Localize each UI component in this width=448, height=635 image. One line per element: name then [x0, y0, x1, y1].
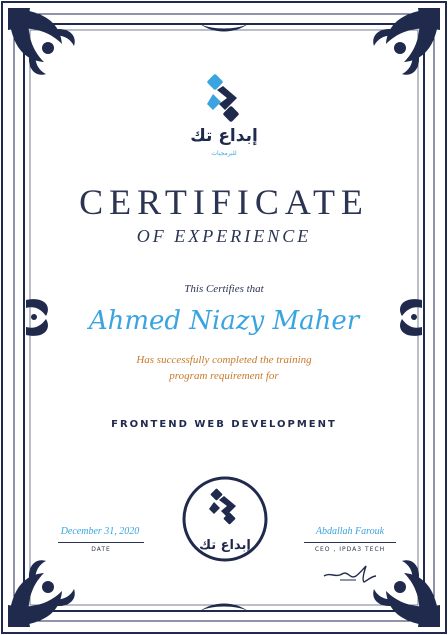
recipient-name: Ahmed Niazy Maher	[88, 306, 360, 336]
corner-ornament-bottom-right	[373, 560, 440, 627]
brand-subtitle-ar: للبرمجيات	[211, 150, 237, 157]
corner-ornament-top-right	[373, 8, 440, 75]
date-line	[58, 542, 144, 543]
certifies-text: This Certifies that	[184, 283, 264, 295]
certificate-subtitle: OF EXPERIENCE	[136, 226, 312, 246]
signatory-name: Abdallah Farouk	[315, 526, 385, 537]
brand-name-ar: إبداع تك	[190, 126, 258, 146]
statement-line-2: program requirement for	[169, 370, 279, 382]
seal-text-ar: إبداع تك	[199, 538, 251, 553]
date-value: December 31, 2020	[60, 526, 140, 537]
bottom-ornament	[200, 604, 248, 612]
signatory-line	[304, 542, 396, 543]
statement-line-1: Has successfully completed the training	[136, 354, 312, 366]
completion-statement	[110, 352, 338, 384]
handwritten-signature	[320, 562, 380, 586]
brand-logo-icon	[195, 72, 253, 124]
corner-ornament-bottom-left	[8, 560, 75, 627]
program-name: FRONTEND WEB DEVELOPMENT	[111, 419, 337, 430]
date-label: DATE	[91, 546, 111, 553]
top-ornament	[200, 24, 248, 32]
signatory-role: CEO , IPDA3 TECH	[314, 546, 386, 553]
certificate-title: CERTIFICATE	[79, 182, 369, 222]
corner-ornament-top-left	[8, 8, 75, 75]
